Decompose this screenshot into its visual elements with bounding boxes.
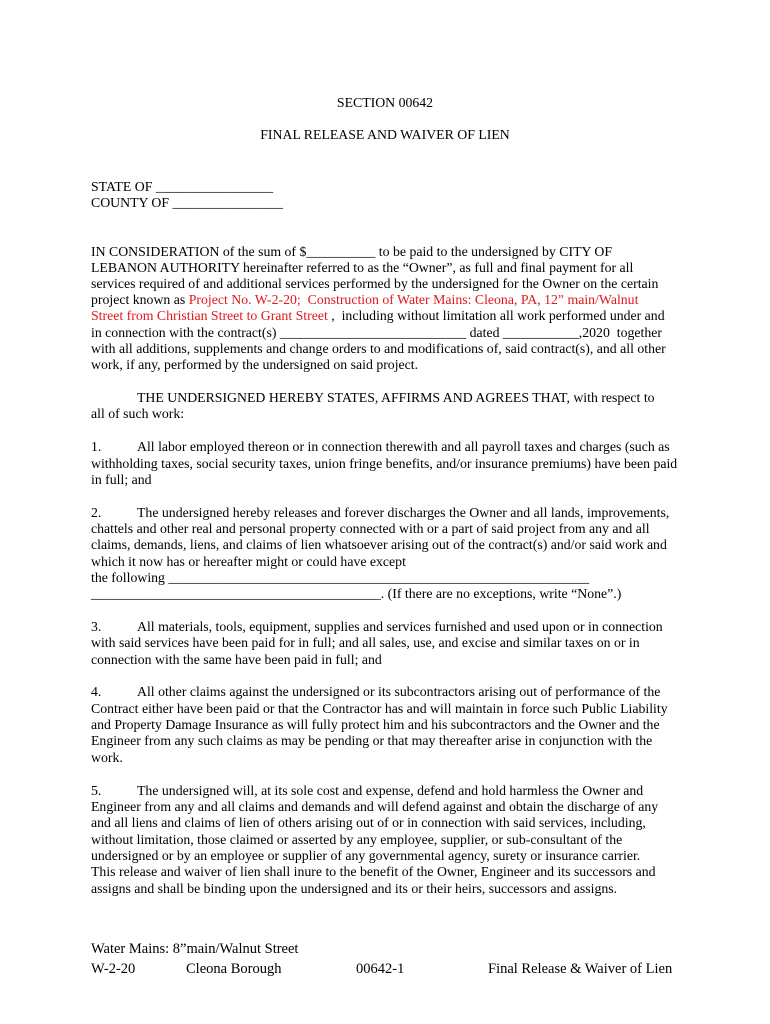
paragraph-line (91, 505, 669, 521)
item-number: 1. (91, 439, 102, 454)
paragraph-line: undersigned or by an employee or supplier of any governmental agency, surety or insurance carrier. (91, 848, 641, 863)
paragraph-line: services required of and additional services performed by the undersigned for the Owner on the certain (91, 276, 659, 291)
paragraph-line: and all liens and claims of lien of others arising out of or in connection with said services, including, (91, 815, 646, 830)
paragraph-line: Contract either have been paid or that the Contractor has and will maintain in force such Public Liability (91, 701, 668, 716)
paragraph-line: claims, demands, liens, and claims of lien whatsoever arising out of the contract(s) and/or said work and (91, 537, 667, 552)
footer-page-number: 00642-1 (356, 961, 405, 977)
paragraph-line (91, 684, 660, 700)
project-reference: Street from Christian Street to Grant Street (91, 308, 328, 323)
paragraph-line: chattels and other real and personal property connected with or a part of said project from any and all (91, 521, 650, 536)
state-field[interactable]: STATE OF _________________ (91, 179, 274, 194)
county-field[interactable]: COUNTY OF ________________ (91, 195, 283, 210)
footer-borough: Cleona Borough (186, 961, 282, 977)
paragraph-line: work. (91, 750, 123, 765)
exceptions-field-line[interactable]: the following _____________________________________________________________ (91, 570, 590, 585)
paragraph-line (91, 783, 643, 799)
text-span: All materials, tools, equipment, supplies and services furnished and used upon or in connection (137, 619, 663, 634)
text-span: All other claims against the undersigned or its subcontractors arising out of performance of the (137, 684, 661, 699)
paragraph-line: withholding taxes, social security taxes, union fringe benefits, and/or insurance premiums) have been paid (91, 456, 678, 471)
paragraph-line: without limitation, those claimed or asserted by any employee, supplier, or sub-consultant of the (91, 832, 623, 847)
text-span: The undersigned will, at its sole cost and expense, defend and hold harmless the Owner and (137, 783, 644, 798)
paragraph-line: and Property Damage Insurance as will fully protect him and his subcontractors and the Owner and the (91, 717, 660, 732)
paragraph-line: work, if any, performed by the undersigned on said project. (91, 357, 419, 372)
paragraph-line (91, 390, 655, 406)
text-span: , including without limitation all work performed under and (327, 308, 665, 323)
text-span: THE UNDERSIGNED HEREBY STATES, AFFIRMS AND AGREES THAT, with respect to (137, 390, 655, 405)
footer-document-title: Final Release & Waiver of Lien (488, 961, 673, 977)
text-span: The undersigned hereby releases and forever discharges the Owner and all lands, improvements, (137, 505, 670, 520)
document-title: FINAL RELEASE AND WAIVER OF LIEN (260, 127, 510, 142)
footer-project-number: W-2-20 (91, 961, 136, 977)
paragraph-line (91, 292, 638, 308)
paragraph-line (91, 439, 670, 455)
paragraph-line (91, 308, 665, 324)
paragraph-line: LEBANON AUTHORITY hereinafter referred to as the “Owner”, as full and final payment for all (91, 260, 634, 275)
item-number: 3. (91, 619, 102, 634)
paragraph-line: IN CONSIDERATION of the sum of $__________ to be paid to the undersigned by CITY OF (91, 244, 613, 259)
footer-project: Water Mains: 8”main/Walnut Street (91, 941, 299, 957)
item-number: 4. (91, 684, 102, 699)
item-number: 2. (91, 505, 102, 520)
paragraph-line: Engineer from any and all claims and demands and will defend against and obtain the discharge of any (91, 799, 659, 814)
contract-field-line[interactable]: in connection with the contract(s) ___________________________ dated ___________,2020 together (91, 325, 662, 340)
project-reference: Project No. W-2-20; Construction of Water Mains: Cleona, PA, 12” main/Walnut (188, 292, 639, 307)
text-span: project known as (91, 292, 189, 307)
paragraph-line: all of such work: (91, 406, 185, 421)
paragraph-line: with all additions, supplements and change orders to and modifications of, said contract(s), and all other (91, 341, 666, 356)
paragraph-line: assigns and shall be binding upon the undersigned and its or their heirs, successors and assigns. (91, 881, 618, 896)
paragraph-line: with said services have been paid for in full; and all sales, use, and excise and similar taxes on or in (91, 635, 640, 650)
section-heading: SECTION 00642 (336, 95, 434, 110)
paragraph-line (91, 619, 663, 635)
paragraph-line: connection with the same have been paid in full; and (91, 652, 382, 667)
paragraph-line: Engineer from any such claims as may be pending or that may thereafter arise in conjunction with the (91, 733, 653, 748)
paragraph-line: This release and waiver of lien shall inure to the benefit of the Owner, Engineer and its successors and (91, 864, 656, 879)
paragraph-line: which it now has or hereafter might or could have except (91, 554, 406, 569)
paragraph-line: in full; and (91, 472, 152, 487)
exceptions-field-line[interactable]: __________________________________________. (If there are no exceptions, write “None”.) (91, 586, 622, 601)
item-number: 5. (91, 783, 102, 798)
text-span: All labor employed thereon or in connection therewith and all payroll taxes and charges (such as (137, 439, 670, 454)
